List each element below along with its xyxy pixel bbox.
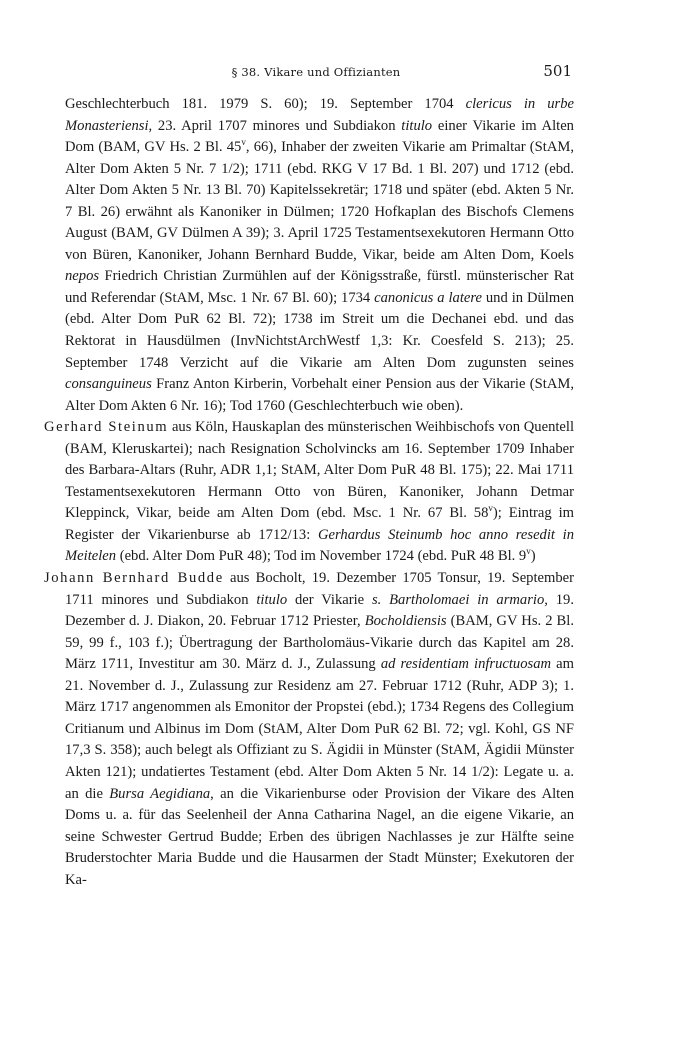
- running-head: [60, 62, 572, 84]
- text-run: und in Dülmen (ebd. Alter Dom PuR 62 Bl. 72); 1738 im Streit um die Dechanei ebd. und das Rektorat in Hausdülmen (InvNichtstArchWestf 1,3: Kr. Coesfeld S. 213); 25. September 1748 Verzicht auf die Vikarie am Alten Dom zugunsten seines: [65, 289, 574, 371]
- text-run: , 23. April 1707 minores und Subdiakon: [148, 117, 402, 134]
- superscript-verso: v: [488, 503, 493, 514]
- text-run: (ebd. Alter Dom PuR 48); Tod im November 1724 (ebd. PuR 48 Bl. 9: [116, 548, 527, 565]
- superscript-verso: v: [241, 137, 246, 148]
- text-run: Franz Anton Kirberin, Vorbehalt einer Pension aus der Vikarie (StAM, Alter Dom Akten 6 Nr. 16); Tod 1760 (Geschlechterbuch wie oben).: [65, 376, 574, 414]
- text-run: , an die Vikarienburse oder Provision der Vikare des Alten Doms u. a. für das Seelenheil der Anna Catharina Nagel, an die eigene Vikarie, an seine Schwester Gertrud Budde; Erben des übrigen Nachlasses je zur Hälfte seine Bruderstochter Maria Budde und die Hausarmen der Stadt Münster; Exekutoren der Ka-: [65, 785, 574, 888]
- superscript-verso: v: [526, 546, 531, 557]
- text-run: Geschlechterbuch 181. 1979 S. 60); 19. September 1704: [65, 96, 466, 112]
- person-name: Gerhard Steinum: [44, 419, 169, 436]
- person-name: Johann Bernhard Budde: [44, 570, 224, 587]
- latin-term: nepos: [65, 268, 100, 285]
- body-text: [44, 94, 574, 891]
- text-run: der Vikarie: [287, 591, 372, 608]
- latin-term: Bursa Aegidiana: [109, 785, 211, 802]
- text-run: am 21. November d. J., Zulassung zur Residenz am 27. Februar 1712 (Ruhr, ADP 3); 1. März 1717 angenommen als Emonitor der Propstei (ebd.); 1734 Regens des Collegium Critianum und Albinus im Dom (StAM, Alter Dom PuR 62 Bl. 72; vgl. Kohl, GS NF 17,3 S. 358); auch belegt als Offiziant zu S. Ägidii in Münster (StAM, Ägidii Münster Akten 121); undatiertes Testament (ebd. Alter Dom Akten 5 Nr. 14 1/2): Legate u. a. an die: [65, 656, 574, 802]
- text-run: aus Bocholt, 19. Dezember 1705 Tonsur, 19. September 1711 minores und Subdiakon: [65, 570, 574, 608]
- latin-term: ad residentiam infructuosam: [380, 656, 552, 673]
- text-run: einer Vikarie im Alten Dom (BAM, GV Hs. 2 Bl. 45: [65, 117, 574, 156]
- latin-term: s. Bartholomaei in armario: [371, 591, 545, 608]
- latin-term: Bocholdiensis: [364, 613, 447, 630]
- text-run: (BAM, GV Hs. 2 Bl. 59, 99 f., 103 f.); Übertragung der Bartholomäus-Vikarie durch das Kapitel am 28. März 1711, Investitur am 30. März d. J., Zulassung: [65, 613, 574, 673]
- page-number: 501: [543, 62, 572, 80]
- latin-term: titulo: [401, 117, 433, 134]
- entry-continuation: [44, 94, 574, 417]
- text-run: ): [530, 548, 536, 565]
- latin-term: consanguineus: [65, 376, 152, 393]
- running-title: § 38. Vikare und Offizianten: [231, 65, 401, 79]
- biography-entry: [44, 568, 574, 891]
- text-run: , 19. Dezember d. J. Diakon, 20. Februar 1712 Priester,: [65, 591, 574, 630]
- latin-term: clericus in urbe Monasteriensi: [65, 96, 574, 134]
- latin-term: canonicus a latere: [374, 289, 482, 306]
- latin-term: Gerhardus Steinumb hoc anno resedit in Meitelen: [65, 526, 575, 565]
- biography-entry: [44, 417, 574, 568]
- text-run: aus Köln, Hauskaplan des münsterischen Weihbischofs von Quentell (BAM, Kleruskartei); nach Resignation Scholvincks am 16. September 1709 Inhaber des Barbara-Altars (Ruhr, ADR 1,1; StAM, Alter Dom PuR 48 Bl. 175); 22. Mai 1711 Testamentsexekutoren Hermann Otto von Büren, Kanoniker, Johann Detmar Kleppinck, Vikar, beide am Alten Dom (ebd. Msc. 1 Nr. 67 Bl. 58: [65, 419, 575, 522]
- text-run: ); Eintrag im Register der Vikarienburse ab 1712/13:: [65, 505, 574, 543]
- text-run: , 66), Inhaber der zweiten Vikarie am Primaltar (StAM, Alter Dom Akten 5 Nr. 7 1/2); 1711 (ebd. RKG V 17 Bd. 1 Bl. 207) und 1712 (ebd. Alter Dom Akten 5 Nr. 13 Bl. 70) Kapitelssekretär; 1718 und später (ebd. Akten 5 Nr. 7 Bl. 26) erwähnt als Kanoniker in Dülmen; 1720 Hofkaplan des Bischofs Clemens August (BAM, GV Dülmen A 39); 3. April 1725 Testamentsexekutoren Hermann Otto von Büren, Kanoniker, Johann Bernhard Budde, Vikar, beide am Alten Dom, Koels: [65, 139, 574, 263]
- text-run: Friedrich Christian Zurmühlen auf der Königsstraße, fürstl. münsterischer Rat und Referendar (StAM, Msc. 1 Nr. 67 Bl. 60); 1734: [65, 268, 574, 306]
- latin-term: titulo: [256, 591, 288, 608]
